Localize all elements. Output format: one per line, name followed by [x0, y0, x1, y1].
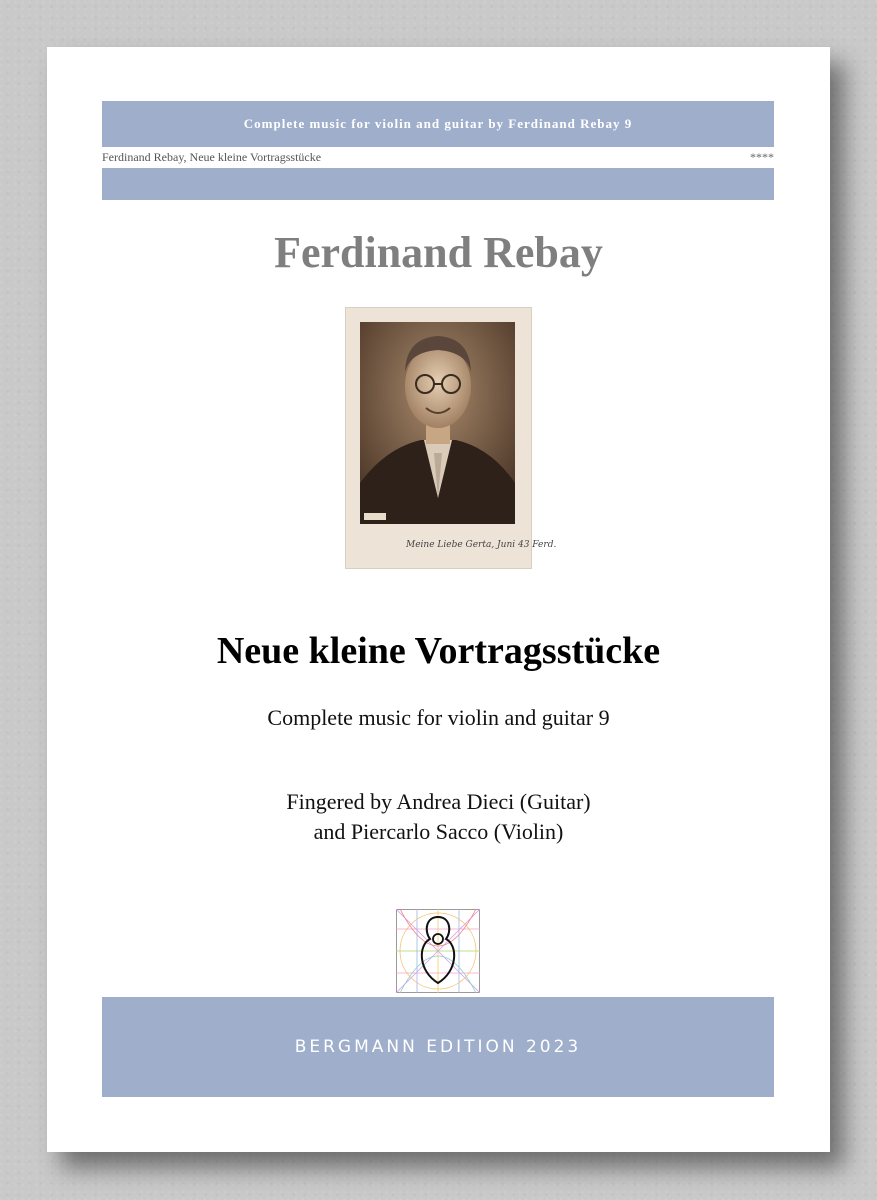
series-title-band: [102, 101, 774, 147]
running-head-text: Ferdinand Rebay, Neue kleine Vortragsstücke: [102, 150, 322, 164]
fingering-line-1: Fingered by Andrea Dieci (Guitar): [286, 789, 591, 814]
header-divider-band: [102, 168, 774, 200]
composer-portrait: [345, 307, 557, 569]
portrait-photo-icon: [346, 308, 531, 568]
running-head-mark: ****: [750, 150, 774, 164]
work-title: Neue kleine Vortragsstücke: [216, 630, 661, 672]
score-cover-page: [47, 47, 830, 1152]
series-title: Complete music for violin and guitar by Ferdinand Rebay 9: [243, 116, 633, 131]
fingering-line-2: and Piercarlo Sacco (Violin): [313, 819, 564, 844]
publisher-band: [102, 997, 774, 1097]
guitar-geometry-logo-icon: [396, 909, 480, 993]
running-head: [102, 150, 774, 166]
composer-name: Ferdinand Rebay: [274, 228, 603, 277]
work-subtitle: Complete music for violin and guitar 9: [267, 705, 610, 730]
publisher-text: BERGMANN EDITION 2023: [294, 1037, 582, 1057]
photo-inscription: Meine Liebe Gerta, Juni 43 Ferd.: [406, 540, 557, 550]
fingering-credits: [47, 787, 830, 847]
